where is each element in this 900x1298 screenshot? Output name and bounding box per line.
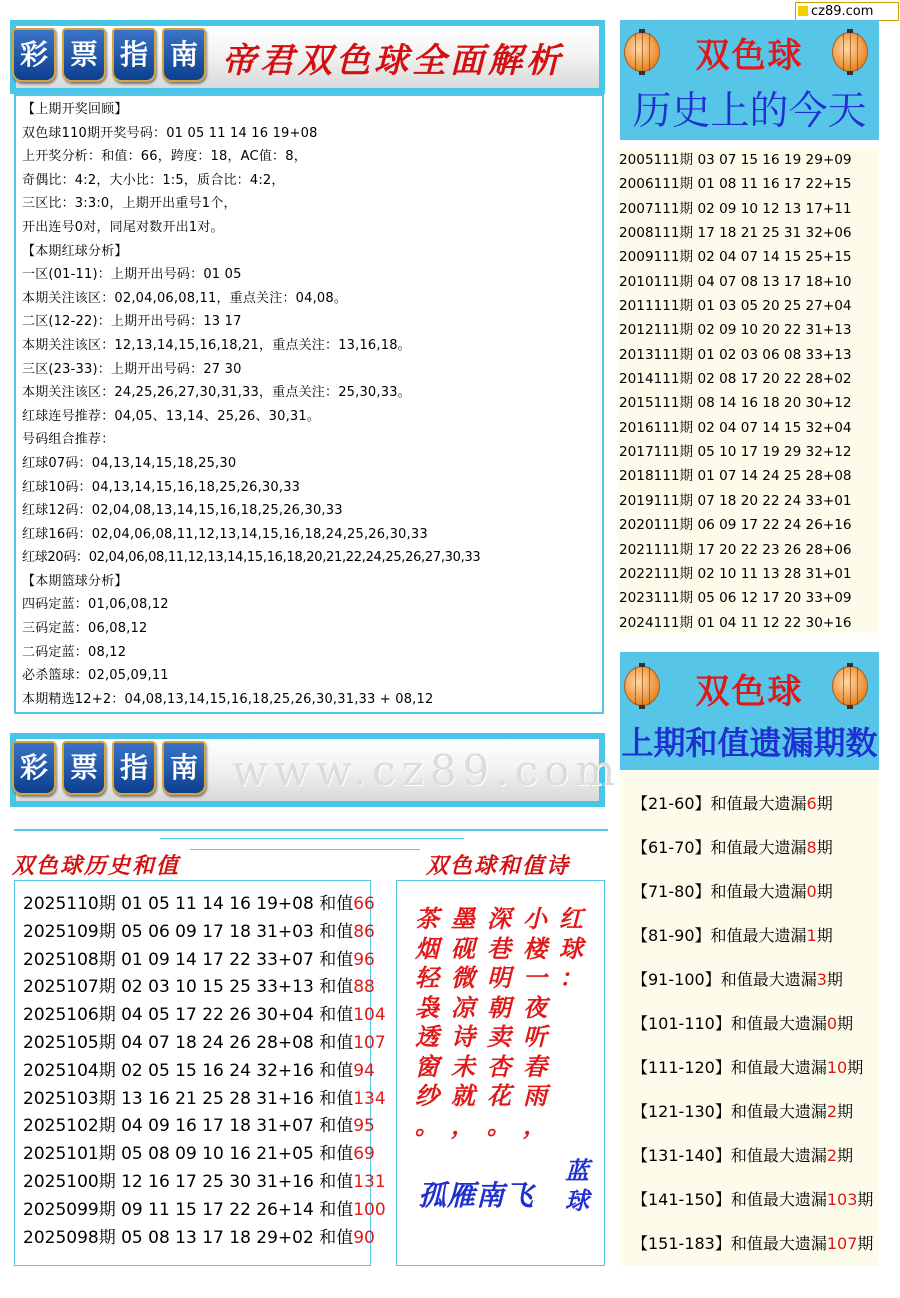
list-item xyxy=(632,782,879,826)
sum-value: 96 xyxy=(353,949,375,970)
poem-column xyxy=(556,904,586,993)
website-watermark[interactable] xyxy=(232,733,622,807)
poem-char: 袅 xyxy=(415,992,439,1022)
poem-char: 雨 xyxy=(523,1081,547,1110)
analysis-line: 四码定蓝：01,06,08,12 xyxy=(22,597,169,613)
list-item xyxy=(23,1197,386,1225)
list-item: 2023111期 05 06 12 17 20 33+09 xyxy=(619,590,852,607)
list-item: 2018111期 01 07 14 24 25 28+08 xyxy=(619,468,852,485)
sum-value: 95 xyxy=(353,1116,375,1137)
history-today-title: 双色球 xyxy=(695,36,804,76)
poem-char: 凉 xyxy=(451,992,475,1022)
list-item: 2010111期 04 07 08 13 17 18+10 xyxy=(619,273,852,290)
draw-text: 2025100期 12 16 17 25 30 31+16 xyxy=(23,1171,320,1192)
history-sum-title: 双色球历史和值 xyxy=(12,853,181,879)
range-label: 【71-80】 xyxy=(632,882,711,901)
poem-char: 深 xyxy=(487,904,511,933)
sum-value: 69 xyxy=(353,1144,375,1165)
analysis-line: 红球16码：02,04,06,08,11,12,13,14,15,16,18,24,25,26,30,33 xyxy=(22,526,428,542)
analysis-line: 上开奖分析：和值：66，跨度：18，AC值：8， xyxy=(22,149,307,165)
shield-zhi: 指 xyxy=(112,28,156,82)
poem-title: 双色球和值诗 xyxy=(426,853,571,879)
page-title: 帝君双色球全面解析 xyxy=(222,40,564,81)
list-item: 2017111期 05 10 17 19 29 32+12 xyxy=(619,444,852,461)
missing-suffix: 期 xyxy=(826,970,843,989)
shield-cai: 彩 xyxy=(12,741,56,795)
list-item xyxy=(23,947,375,975)
list-item xyxy=(632,1134,879,1178)
list-item: 2012111期 02 09 10 20 22 31+13 xyxy=(619,322,852,339)
shield-piao: 票 xyxy=(62,741,106,795)
missing-prefix: 和值最大遗漏 xyxy=(730,1058,827,1077)
missing-count: 0 xyxy=(806,882,817,901)
list-item xyxy=(23,1086,386,1114)
missing-suffix: 期 xyxy=(816,926,833,945)
poem-char: 小 xyxy=(523,904,547,933)
draw-text: 2025099期 09 11 15 17 22 26+14 xyxy=(23,1199,320,1220)
draw-text: 2025106期 04 05 17 22 26 30+04 xyxy=(23,1005,320,1026)
draw-text: 2025101期 05 08 09 10 16 21+05 xyxy=(23,1144,320,1165)
missing-prefix: 和值最大遗漏 xyxy=(710,926,807,945)
poem-char: 。 xyxy=(415,1110,439,1140)
list-item: 2013111期 01 02 03 06 08 33+13 xyxy=(619,346,852,363)
divider xyxy=(160,838,464,839)
shield-nan: 南 xyxy=(162,28,206,82)
analysis-line: 二码定蓝：08,12 xyxy=(22,644,127,660)
poem-char: 一 xyxy=(523,963,547,992)
range-label: 【101-110】 xyxy=(632,1014,731,1033)
analysis-line: 红球20码：02,04,06,08,11,12,13,14,15,16,18,20,21,22,24,25,26,27,30,33 xyxy=(22,550,481,566)
poem-char: 烟 xyxy=(415,933,439,963)
sum-label: 和值 xyxy=(319,1171,354,1192)
site-tag-icon xyxy=(798,6,808,16)
list-item: 2021111期 17 20 22 23 26 28+06 xyxy=(619,541,852,558)
list-item xyxy=(632,1002,879,1046)
sum-label: 和值 xyxy=(319,1060,354,1081)
shield-nan: 南 xyxy=(162,741,206,795)
analysis-line: 号码组合推荐： xyxy=(22,432,115,448)
missing-prefix: 和值最大遗漏 xyxy=(710,882,807,901)
list-item: 2015111期 08 14 16 18 20 30+12 xyxy=(619,395,852,412)
poem-char: 透 xyxy=(415,1022,439,1051)
poem-char: 花 xyxy=(487,1081,511,1110)
list-item xyxy=(23,1225,375,1253)
sum-value: 134 xyxy=(353,1088,386,1109)
analysis-line: 开出连号0对，同尾对数开出1对。 xyxy=(22,219,224,235)
analysis-line: 二区(12-22)：上期开出号码：13 17 xyxy=(22,314,242,330)
analysis-line: 红球10码：04,13,14,15,16,18,25,26,30,33 xyxy=(22,479,301,495)
analysis-line: 红球12码：02,04,08,13,14,15,16,18,25,26,30,33 xyxy=(22,503,343,519)
divider xyxy=(14,829,608,831)
missing-prefix: 和值最大遗漏 xyxy=(710,838,807,857)
analysis-line: 【本期红球分析】 xyxy=(22,243,128,259)
list-item xyxy=(23,1169,386,1197)
missing-suffix: 期 xyxy=(816,838,833,857)
poem-char: 春 xyxy=(523,1051,547,1081)
poem-blue-label xyxy=(562,1156,592,1216)
sum-value: 104 xyxy=(353,1005,386,1026)
analysis-panel xyxy=(14,94,604,714)
banner-mid xyxy=(10,733,622,807)
list-item: 2008111期 17 18 21 25 31 32+06 xyxy=(619,225,852,242)
poem-char: 蓝 xyxy=(565,1156,589,1185)
history-sum-list xyxy=(14,880,386,1266)
missing-count: 103 xyxy=(826,1190,858,1209)
poem-char: 巷 xyxy=(487,933,511,963)
poem-column xyxy=(448,904,478,1140)
list-item xyxy=(632,826,879,870)
missing-suffix: 期 xyxy=(816,794,833,813)
poem-char: 纱 xyxy=(415,1081,439,1110)
missing-prefix: 和值最大遗漏 xyxy=(720,970,817,989)
sum-label: 和值 xyxy=(319,1032,354,1053)
missing-prefix: 和值最大遗漏 xyxy=(730,1190,827,1209)
list-item xyxy=(632,1178,879,1222)
list-item xyxy=(23,891,375,919)
list-item xyxy=(23,1141,375,1169)
poem-signature: 孤雁南飞 xyxy=(418,1179,535,1212)
missing-suffix: 期 xyxy=(816,882,833,901)
missing-count: 1 xyxy=(806,926,817,945)
list-item: 2024111期 01 04 11 12 22 30+16 xyxy=(619,614,852,631)
sum-label: 和值 xyxy=(319,977,354,998)
poem-char: ， xyxy=(523,1110,547,1140)
analysis-line: 【上期开奖回顾】 xyxy=(22,102,128,117)
missing-suffix: 期 xyxy=(837,1014,854,1033)
missing-count: 2 xyxy=(826,1146,838,1165)
missing-prefix: 和值最大遗漏 xyxy=(730,1234,827,1253)
range-label: 【141-150】 xyxy=(632,1190,731,1209)
range-label: 【91-100】 xyxy=(632,970,721,989)
list-item xyxy=(23,919,375,947)
list-item xyxy=(23,1058,375,1086)
list-item: 2019111期 07 18 20 22 24 33+01 xyxy=(619,492,852,509)
poem-char: 夜 xyxy=(523,992,547,1022)
analysis-line: 必杀篮球：02,05,09,11 xyxy=(22,668,169,684)
list-item: 2007111期 02 09 10 12 13 17+11 xyxy=(619,200,852,217)
list-item: 2005111期 03 07 15 16 19 29+09 xyxy=(619,152,852,168)
sum-value: 90 xyxy=(353,1227,375,1248)
missing-suffix: 期 xyxy=(857,1234,874,1253)
sum-label: 和值 xyxy=(319,949,354,970)
poem-char: 卖 xyxy=(487,1022,511,1051)
sum-value: 94 xyxy=(353,1060,375,1081)
list-item: 2011111期 01 03 05 20 25 27+04 xyxy=(619,298,852,315)
analysis-line: 红球连号推荐：04,05、13,14、25,26、30,31。 xyxy=(22,408,321,424)
poem-char: 窗 xyxy=(415,1051,439,1081)
list-item: 2006111期 01 08 11 16 17 22+15 xyxy=(619,176,852,193)
analysis-line: 三区(23-33)：上期开出号码：27 30 xyxy=(22,361,242,377)
draw-text: 2025109期 05 06 09 17 18 31+03 xyxy=(23,921,320,942)
list-item xyxy=(23,1030,386,1058)
site-tag[interactable] xyxy=(795,2,899,21)
poem-char: 杏 xyxy=(487,1051,511,1081)
missing-count: 8 xyxy=(806,838,817,857)
range-label: 【131-140】 xyxy=(632,1146,731,1165)
analysis-line: 本期关注该区：02,04,06,08,11，重点关注：04,08。 xyxy=(22,290,348,306)
poem-column xyxy=(484,904,514,1140)
missing-suffix: 期 xyxy=(837,1146,854,1165)
history-today-list xyxy=(617,148,879,633)
poem-char: 茶 xyxy=(415,904,439,933)
sum-label: 和值 xyxy=(319,894,354,914)
missing-count: 2 xyxy=(826,1102,838,1121)
sum-value: 107 xyxy=(353,1032,386,1053)
analysis-line: 双色球110期开奖号码：01 05 11 14 16 19+08 xyxy=(22,125,318,141)
missing-count: 10 xyxy=(826,1058,848,1077)
poem-char: 。 xyxy=(487,1110,511,1140)
list-item: 2009111期 02 04 07 14 15 25+15 xyxy=(619,249,852,266)
list-item: 2020111期 06 09 17 22 24 26+16 xyxy=(619,517,852,534)
missing-prefix: 和值最大遗漏 xyxy=(730,1102,827,1121)
poem-char: 朝 xyxy=(487,992,511,1022)
sum-label: 和值 xyxy=(319,1144,354,1165)
poem-char: 砚 xyxy=(451,933,475,963)
poem-column xyxy=(412,904,442,1140)
analysis-line: 一区(01-11)：上期开出号码：01 05 xyxy=(22,267,242,283)
sum-label: 和值 xyxy=(319,1005,354,1026)
sum-label: 和值 xyxy=(319,1116,354,1137)
analysis-line: 本期精选12+2：04,08,13,14,15,16,18,25,26,30,31,33 + 08,12 xyxy=(22,691,434,707)
poem-char: 诗 xyxy=(451,1022,475,1051)
missing-suffix: 期 xyxy=(837,1102,854,1121)
poem-char: 就 xyxy=(451,1081,475,1110)
sum-value: 131 xyxy=(353,1171,386,1192)
list-item xyxy=(632,958,879,1002)
analysis-line: 本期关注该区：12,13,14,15,16,18,21，重点关注：13,16,18。 xyxy=(22,337,411,353)
sum-label: 和值 xyxy=(319,1227,354,1248)
draw-text: 2025104期 02 05 15 16 24 32+16 xyxy=(23,1060,320,1081)
range-label: 【111-120】 xyxy=(632,1058,731,1077)
poem-char: 墨 xyxy=(451,904,475,933)
draw-text: 2025103期 13 16 21 25 28 31+16 xyxy=(23,1088,320,1109)
missing-count: 0 xyxy=(826,1014,838,1033)
list-item xyxy=(632,914,879,958)
site-tag-text: cz89.com xyxy=(811,4,874,19)
analysis-line: 红球07码：04,13,14,15,18,25,30 xyxy=(22,455,237,471)
list-item: 2014111期 02 08 17 20 22 28+02 xyxy=(619,371,852,388)
list-item xyxy=(23,974,375,1002)
analysis-line: 奇偶比：4:2，大小比：1:5，质合比：4:2， xyxy=(22,172,285,188)
poem-char: 球 xyxy=(559,933,583,963)
missing-suffix: 期 xyxy=(857,1190,874,1209)
poem-char: 楼 xyxy=(523,933,547,963)
analysis-line: 三码定蓝：06,08,12 xyxy=(22,621,148,637)
website-text: www.cz89.com xyxy=(232,745,622,795)
draw-text: 2025098期 05 08 13 17 18 29+02 xyxy=(23,1227,320,1248)
list-item xyxy=(23,1002,386,1030)
list-item xyxy=(23,1113,375,1141)
list-item: 2022111期 02 10 11 13 28 31+01 xyxy=(619,565,852,582)
sum-missing-title: 双色球 xyxy=(695,672,804,712)
divider xyxy=(190,849,420,850)
missing-prefix: 和值最大遗漏 xyxy=(710,794,807,813)
draw-text: 2025105期 04 07 18 24 26 28+08 xyxy=(23,1032,320,1053)
sum-value: 86 xyxy=(353,921,375,942)
shield-zhi: 指 xyxy=(112,741,156,795)
shield-cai: 彩 xyxy=(12,28,56,82)
missing-prefix: 和值最大遗漏 xyxy=(730,1014,827,1033)
poem-column xyxy=(520,904,550,1140)
draw-text: 2025107期 02 03 10 15 25 33+13 xyxy=(23,977,320,998)
poem-char: 明 xyxy=(487,963,511,992)
missing-prefix: 和值最大遗漏 xyxy=(730,1146,827,1165)
list-item xyxy=(632,1046,879,1090)
poem-char: 球 xyxy=(565,1186,589,1215)
sum-missing-list xyxy=(620,772,879,1266)
draw-text: 2025110期 01 05 11 14 16 19+08 xyxy=(23,894,320,914)
poem-char: 红 xyxy=(559,904,583,933)
poem-char: 未 xyxy=(451,1051,475,1081)
poem-char: 微 xyxy=(451,963,475,992)
draw-text: 2025108期 01 09 14 17 22 33+07 xyxy=(23,949,320,970)
list-item xyxy=(632,870,879,914)
sum-value: 88 xyxy=(353,977,375,998)
range-label: 【121-130】 xyxy=(632,1102,731,1121)
analysis-line: 【本期篮球分析】 xyxy=(22,573,128,589)
analysis-line: 本期关注该区：24,25,26,27,30,31,33，重点关注：25,30,33。 xyxy=(22,385,411,401)
poem-char: 轻 xyxy=(415,963,439,992)
shield-piao: 票 xyxy=(62,28,106,82)
poem-char: ， xyxy=(451,1110,475,1140)
sum-missing-subtitle: 上期和值遗漏期数 xyxy=(621,724,878,762)
draw-text: 2025102期 04 09 16 17 18 31+07 xyxy=(23,1116,320,1137)
sum-value: 100 xyxy=(353,1199,386,1220)
range-label: 【81-90】 xyxy=(632,926,711,945)
list-item xyxy=(632,1090,879,1134)
banner-top xyxy=(10,20,605,94)
poem-char: ： xyxy=(559,963,583,992)
sum-value: 66 xyxy=(353,894,375,914)
analysis-line: 三区比：3:3:0，上期开出重号1个， xyxy=(22,196,237,212)
sum-label: 和值 xyxy=(319,921,354,942)
missing-count: 107 xyxy=(826,1234,858,1253)
range-label: 【151-183】 xyxy=(632,1234,731,1253)
sum-label: 和值 xyxy=(319,1088,354,1109)
missing-count: 6 xyxy=(806,794,817,813)
range-label: 【61-70】 xyxy=(632,838,711,857)
history-today-subtitle: 历史上的今天 xyxy=(632,89,867,134)
sum-label: 和值 xyxy=(319,1199,354,1220)
list-item: 2016111期 02 04 07 14 15 32+04 xyxy=(619,419,852,436)
list-item xyxy=(632,1222,879,1266)
poem-char: 听 xyxy=(523,1022,547,1051)
missing-suffix: 期 xyxy=(847,1058,864,1077)
missing-count: 3 xyxy=(816,970,827,989)
range-label: 【21-60】 xyxy=(632,794,711,813)
